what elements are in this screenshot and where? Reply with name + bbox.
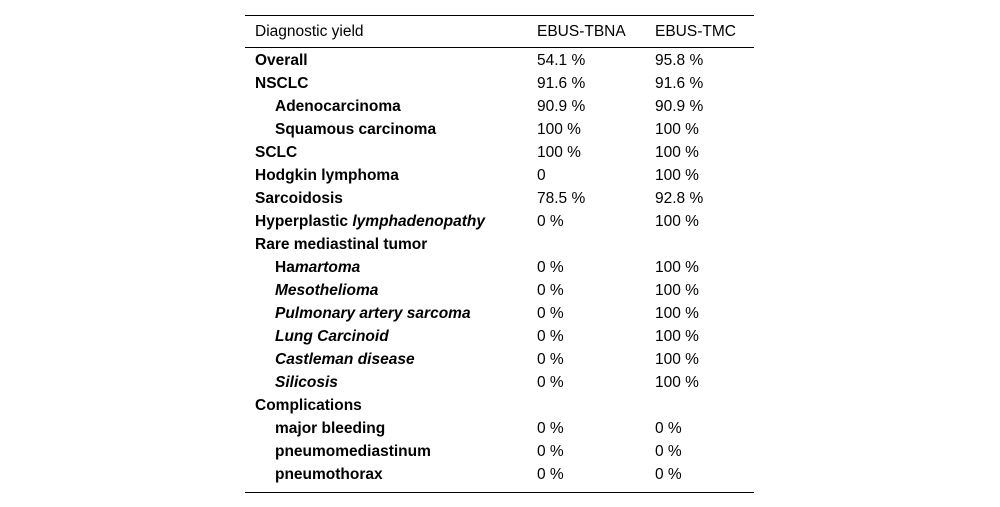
tbna-value: 0 % <box>537 466 564 483</box>
row-label: Rare mediastinal tumor <box>255 236 428 253</box>
table-row-hamartoma <box>245 256 754 279</box>
row-label: Silicosis <box>275 374 338 391</box>
row-label: Complications <box>255 397 362 414</box>
row-label: Sarcoidosis <box>255 190 343 207</box>
diagnostic-yield-table <box>245 15 754 493</box>
tmc-value: 0 % <box>655 420 682 437</box>
tbna-value: 0 <box>537 167 546 184</box>
row-label-part: Ha <box>275 259 295 276</box>
row-label: Overall <box>255 52 308 69</box>
tmc-value: 100 % <box>655 121 699 138</box>
tbna-value: 0 % <box>537 374 564 391</box>
table-row-pneumothorax <box>245 463 754 493</box>
tmc-value <box>655 233 754 256</box>
table-row-pneumomediastinum <box>245 440 754 463</box>
tmc-value: 100 % <box>655 351 699 368</box>
table-header <box>245 16 754 48</box>
row-label-cell <box>245 371 537 394</box>
row-label: Castleman disease <box>275 351 415 368</box>
table-row-nsclc <box>245 72 754 95</box>
row-label: Squamous carcinoma <box>275 121 437 138</box>
tbna-value: 90.9 % <box>537 98 586 115</box>
table-row-complications <box>245 394 754 417</box>
tbna-value: 100 % <box>537 144 581 161</box>
tbna-value <box>537 233 655 256</box>
tmc-value: 100 % <box>655 374 699 391</box>
tbna-value: 0 % <box>537 213 564 230</box>
row-label: SCLC <box>255 144 298 161</box>
tmc-value: 100 % <box>655 328 699 345</box>
row-label-cell <box>245 463 537 493</box>
row-label-cell <box>245 302 537 325</box>
row-label: Adenocarcinoma <box>275 98 401 115</box>
row-label-cell <box>245 440 537 463</box>
table-body <box>245 48 754 493</box>
table-row-mesothelioma <box>245 279 754 302</box>
row-label-cell <box>245 279 537 302</box>
row-label-cell <box>245 95 537 118</box>
row-label: major bleeding <box>275 420 386 437</box>
tmc-value: 92.8 % <box>655 190 704 207</box>
row-label-cell <box>245 348 537 371</box>
tmc-value: 100 % <box>655 167 699 184</box>
tmc-value <box>655 394 754 417</box>
tbna-value: 91.6 % <box>537 75 586 92</box>
tbna-value: 0 % <box>537 305 564 322</box>
row-label: pneumomediastinum <box>275 443 431 460</box>
table-row-major-bleeding <box>245 417 754 440</box>
table-row-pulmonary-artery-sarcoma <box>245 302 754 325</box>
tmc-value: 100 % <box>655 305 699 322</box>
tbna-value: 0 % <box>537 420 564 437</box>
header-row <box>245 16 754 48</box>
row-label-cell <box>245 118 537 141</box>
tmc-value: 100 % <box>655 213 699 230</box>
row-label-part: Hyperplastic <box>255 213 353 230</box>
diagnostic-yield-table-container <box>245 15 754 493</box>
table-row-overall <box>245 48 754 73</box>
table-row-lung-carcinoid <box>245 325 754 348</box>
row-label: pneumothorax <box>275 466 383 483</box>
table-row-adenocarcinoma <box>245 95 754 118</box>
table-row-rare-mediastinal-tumor <box>245 233 754 256</box>
table-row-sclc <box>245 141 754 164</box>
tmc-value: 0 % <box>655 466 682 483</box>
table-row-squamous-carcinoma <box>245 118 754 141</box>
tbna-value: 100 % <box>537 121 581 138</box>
table-row-sarcoidosis <box>245 187 754 210</box>
tbna-value <box>537 394 655 417</box>
row-label: Lung Carcinoid <box>275 328 389 345</box>
header-ebus-tmc: EBUS-TMC <box>655 22 736 40</box>
tmc-value: 100 % <box>655 144 699 161</box>
row-label-cell <box>245 256 537 279</box>
table-row-silicosis <box>245 371 754 394</box>
header-ebus-tbna: EBUS-TBNA <box>537 22 626 40</box>
header-diagnostic-yield: Diagnostic yield <box>255 22 364 40</box>
row-label-italic-part: lymphadenopathy <box>352 213 485 230</box>
row-label-cell <box>245 325 537 348</box>
table-row-hyperplastic-lymphadenopathy <box>245 210 754 233</box>
row-label: NSCLC <box>255 75 309 92</box>
tbna-value: 0 % <box>537 351 564 368</box>
tmc-value: 90.9 % <box>655 98 704 115</box>
tmc-value: 95.8 % <box>655 52 704 69</box>
table-row-castleman-disease <box>245 348 754 371</box>
tbna-value: 0 % <box>537 282 564 299</box>
row-label-cell <box>245 210 537 233</box>
tmc-value: 0 % <box>655 443 682 460</box>
tmc-value: 100 % <box>655 259 699 276</box>
table-row-hodgkin-lymphoma <box>245 164 754 187</box>
row-label-cell <box>245 417 537 440</box>
row-label: Mesothelioma <box>275 282 379 299</box>
row-label: Hodgkin lymphoma <box>255 167 399 184</box>
tmc-value: 100 % <box>655 282 699 299</box>
tbna-value: 0 % <box>537 328 564 345</box>
row-label: Pulmonary artery sarcoma <box>275 305 471 322</box>
row-label-italic-part: martoma <box>294 259 361 276</box>
tbna-value: 78.5 % <box>537 190 586 207</box>
tbna-value: 0 % <box>537 259 564 276</box>
tmc-value: 91.6 % <box>655 75 704 92</box>
tbna-value: 54.1 % <box>537 52 586 69</box>
tbna-value: 0 % <box>537 443 564 460</box>
